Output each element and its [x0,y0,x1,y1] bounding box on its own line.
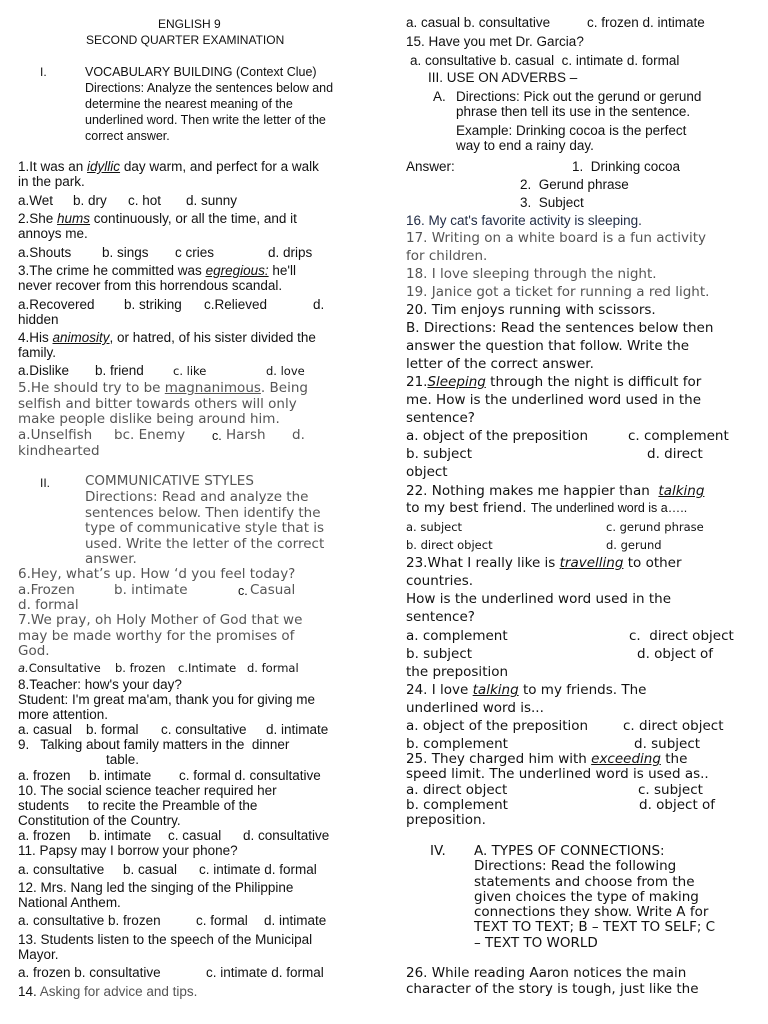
question-5-options: a.Unselfish bc. Enemy c. Harsh d. [18,427,305,443]
section-3-directions: phrase then tell its use in the sentence. [456,104,691,119]
question-3: 3.The crime he committed was egregious: he'll [18,263,296,278]
question-15: 15. Have you met Dr. Garcia? [406,34,584,49]
question-17: 17. Writing on a white board is a fun activity [406,230,707,246]
question-3: never recover from this horrendous scandal. [18,278,283,293]
question-9: 9. Talking about family matters in the dinner [18,737,290,752]
question-20: 20. Tim enjoys running with scissors. [406,302,656,318]
section-4-directions: – TEXT TO WORLD [474,935,598,951]
question-12: 12. Mrs. Nang led the singing of the Philippine [18,880,294,895]
question-5: selfish and bitter towards others will only [18,396,297,412]
question-10: Constitution of the Country. [18,813,181,828]
question-24: 24. I love talking to my friends. The [406,682,647,698]
part-b-directions: letter of the correct answer. [406,356,594,372]
question-6: 6.Hey, what’s up. How ‘d you feel today? [18,566,296,582]
question-5: make people dislike being around him. [18,411,280,427]
question-7: 7.We pray, oh Holy Mother of God that we [18,612,303,628]
question-13-options: a. frozen b. consultative c. intimate d. formal [18,965,324,980]
section-4-numeral: IV. [430,843,446,859]
question-21: 21.Sleeping through the night is difficult for [406,374,702,390]
question-16: 16. My cat's favorite activity is sleeping. [406,213,642,228]
question-8-options: a. casual b. formal c. consultative d. intimate [18,722,329,737]
question-14-options: a. casual b. consultative c. frozen d. intimate [406,15,705,30]
question-23: sentence? [406,609,475,625]
question-2-options: a.Shouts b. sings c cries d. drips [18,245,313,260]
section-3-example: way to end a rainy day. [456,138,594,153]
question-2: 2.She hums continuously, or all the time, and it [18,211,297,226]
section-1-directions: underlined word. Then write the letter of the [85,113,326,127]
section-2-directions: type of communicative style that is [85,520,325,536]
question-25-options: a. direct object c. subject [406,782,703,798]
question-18: 18. I love sleeping through the night. [406,266,657,282]
question-25-options: preposition. [406,812,486,828]
question-13: 13. Students listen to the speech of the Municipal [18,932,313,947]
question-10-options: a. frozen b. intimate c. casual d. consultative [18,828,330,843]
question-10: students to recite the Preamble of the [18,798,258,813]
section-3-part-a-label: A. [433,89,446,104]
question-2: annoys me. [18,226,88,241]
question-8: Student: I'm great ma'am, thank you for giving me [18,692,316,707]
question-23-options: a. complement c. direct object [406,628,734,644]
section-2-directions: answer. [85,551,137,567]
question-21-options: object [406,464,448,480]
question-3-options: hidden [18,312,59,327]
question-7: God. [18,643,50,659]
question-23-options: b. subject d. object of [406,646,714,662]
section-2-numeral: II. [40,476,51,490]
example-answer-item: 3. Subject [520,195,584,210]
section-4-directions: statements and choose from the [474,874,695,890]
question-9: table. [106,752,140,767]
question-3-options: a.Recovered b. striking c.Relieved d. [18,297,325,312]
question-9-options: a. frozen b. intimate c. formal d. consultative [18,768,321,783]
question-23: countries. [406,573,474,589]
question-5: 5.He should try to be magnanimous. Being [18,380,308,396]
question-7: may be made worthy for the promises of [18,628,295,644]
question-22-options: b. direct object d. gerund [406,538,662,552]
section-1-numeral: I. [40,65,47,79]
question-12: National Anthem. [18,895,121,910]
section-1-heading: VOCABULARY BUILDING (Context Clue) [85,65,317,79]
question-10: 10. The social science teacher required her [18,783,277,798]
question-13: Mayor. [18,947,59,962]
question-12-options: a. consultative b. frozen c. formal d. intimate [18,913,327,928]
section-4-directions: given choices the type of making [474,889,699,905]
question-21-options: a. object of the preposition c. complement [406,428,729,444]
section-2-directions: Directions: Read and analyze the [85,489,309,505]
section-4-directions: TEXT TO TEXT; B – TEXT TO SELF; C [474,919,716,935]
question-25: speed limit. The underlined word is used as.. [406,766,709,782]
question-26: character of the story is tough, just like the [406,981,699,997]
part-b-directions: B. Directions: Read the sentences below then [406,320,714,336]
question-19: 19. Janice got a ticket for running a red light. [406,284,710,300]
question-4: 4.His animosity, or hatred, of his sister divided the [18,330,316,345]
section-1-directions: Directions: Analyze the sentences below and [85,81,334,95]
section-1-directions: determine the nearest meaning of the [85,97,293,111]
question-7-options: a.Consultative b. frozen c.Intimate d. formal [18,661,299,675]
section-3-directions: Directions: Pick out the gerund or gerund [456,89,702,104]
question-4-options: a.Dislike b. friend c. like d. love [18,363,305,378]
question-1: 1.It was an idyllic day warm, and perfect for a walk [18,159,319,174]
question-22: to my best friend. The underlined word is a….. [406,500,688,516]
question-4: family. [18,345,57,360]
question-6-options: a.Frozen b. intimate c. Casual [18,582,296,598]
question-24-options: a. object of the preposition c. direct object [406,718,724,734]
exam-title: SECOND QUARTER EXAMINATION [86,33,285,47]
question-21: me. How is the underlined word used in the [406,392,702,408]
section-2-directions: sentences below. Then identify the [85,505,321,521]
question-22: 22. Nothing makes me happier than talking [406,483,705,499]
question-24-options: b. complement d. subject [406,736,701,752]
example-answer-item: 2. Gerund phrase [520,177,629,192]
section-4-heading: A. TYPES OF CONNECTIONS: [474,843,665,859]
section-3-example: Example: Drinking cocoa is the perfect [456,123,687,138]
question-24: underlined word is... [406,700,544,716]
question-11-options: a. consultative b. casual c. intimate d. formal [18,862,317,877]
question-25: 25. They charged him with exceeding the [406,751,688,767]
question-25-options: b. complement d. object of [406,797,716,813]
question-23: How is the underlined word used in the [406,591,672,607]
example-answer-label: Answer: [406,159,455,174]
question-5-options: kindhearted [18,443,100,459]
question-22-options: a. subject c. gerund phrase [406,520,704,534]
question-6-options: d. formal [18,597,79,613]
question-26: 26. While reading Aaron notices the main [406,965,687,981]
example-answer-item: 1. Drinking cocoa [572,159,681,174]
section-3-heading: III. USE ON ADVERBS – [428,70,578,85]
question-17: for children. [406,248,488,264]
section-2-heading: COMMUNICATIVE STYLES [85,473,254,489]
question-1-options: a.Wet b. dry c. hot d. sunny [18,193,238,208]
question-21: sentence? [406,410,475,426]
exam-subject: ENGLISH 9 [158,17,221,31]
question-8: 8.Teacher: how's your day? [18,677,182,692]
section-1-directions: correct answer. [85,129,170,143]
question-14: 14. Asking for advice and tips. [18,984,198,999]
section-4-directions: Directions: Read the following [474,858,677,874]
question-23-options: the preposition [406,664,509,680]
section-4-directions: connections they show. Write A for [474,904,709,920]
question-1: in the park. [18,174,85,189]
question-11: 11. Papsy may I borrow your phone? [18,843,238,858]
question-23: 23.What I really like is travelling to other [406,555,682,571]
section-2-directions: used. Write the letter of the correct [85,536,325,552]
question-21-options: b. subject d. direct [406,446,703,462]
question-15-options: a. consultative b. casual c. intimate d. formal [410,53,680,68]
question-8: more attention. [18,707,109,722]
part-b-directions: answer the question that follow. Write the [406,338,690,354]
